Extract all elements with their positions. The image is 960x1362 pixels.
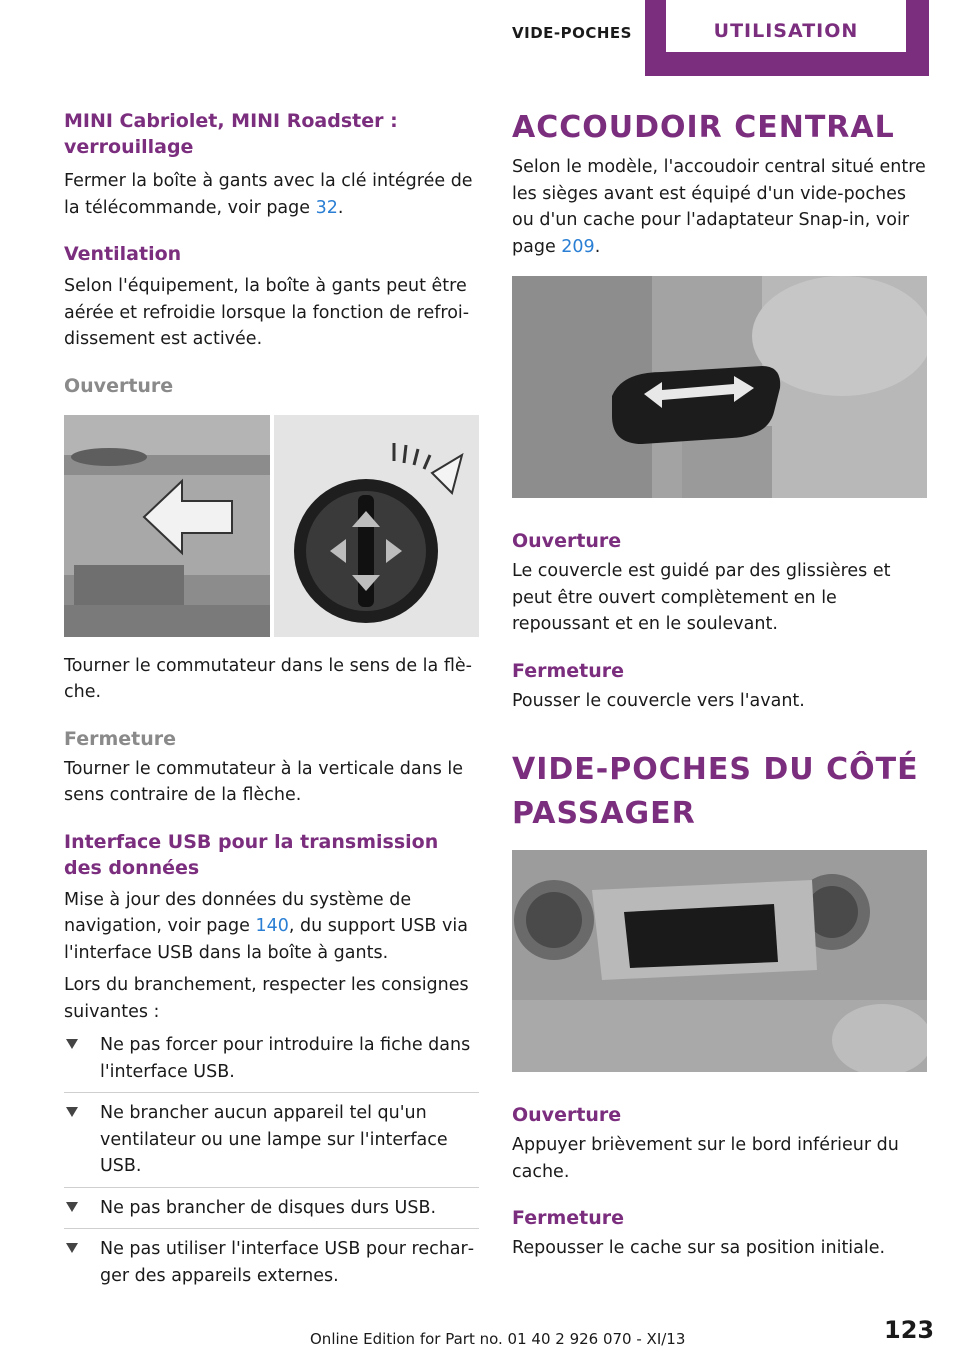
para-closing: Tourner le commutateur à la verticale dans le sens contraire de la flèche. (64, 758, 464, 805)
heading-usb: Interface USB pour la transmission des données (64, 830, 439, 879)
page-link-32[interactable]: 32 (315, 197, 338, 218)
page-link-140[interactable]: 140 (255, 916, 289, 936)
heading-armrest-opening: Ouverture (512, 530, 622, 552)
triangle-bullet-icon (66, 1202, 78, 1212)
page-link-209[interactable]: 209 (561, 236, 595, 257)
para-ventilation: Selon l'équipement, la boîte à gants peut être aérée et refroidie lorsque la fonction de refroidissement est activée. (64, 276, 470, 349)
edition-footer: Online Edition for Part no. 01 40 2 926 070 - XI/13 (310, 1330, 686, 1348)
heading-tray-opening: Ouverture (512, 1104, 622, 1126)
list-item: Ne pas forcer pour introduire la fiche dans l'interface USB. (64, 1025, 479, 1093)
para-usb-instructions: Lors du branchement, respecter les consignes suivantes : (64, 975, 469, 1022)
list-item: Ne pas utiliser l'interface USB pour recharger des appareils externes. (64, 1229, 479, 1296)
heading-opening: Ouverture (64, 374, 174, 397)
para-tray-closing: Repousser le cache sur sa position initiale. (512, 1238, 886, 1258)
section-title: VIDE-POCHES (512, 24, 632, 42)
para-locking: Fermer la boîte à gants avec la clé intégrée de la télécommande, voir page 32. (64, 171, 473, 218)
glovebox-illustration (64, 415, 479, 637)
heading-closing: Fermeture (64, 727, 177, 750)
para-usb-update: Mise à jour des données du système de navigation, voir page 140, du support USB via l'interface USB dans la boîte à gants. (64, 889, 468, 963)
glovebox-photo (64, 415, 270, 637)
armrest-photo (512, 276, 927, 498)
para-armrest: Selon le modèle, l'accoudoir central situé entre les sièges avant est équipé d'un vide-poches ou d'un cache pour l'adaptateur Snap-in, voir page 209. (512, 157, 926, 257)
usb-bullet-list (64, 1025, 479, 1296)
triangle-bullet-icon (66, 1107, 78, 1117)
list-item: Ne brancher aucun appareil tel qu'un ventilateur ou une lampe sur l'interface USB. (64, 1093, 479, 1188)
heading-cabriolet-locking: MINI Cabriolet, MINI Roadster : verrouillage (64, 110, 398, 158)
para-tray-opening: Appuyer brièvement sur le bord inférieur du cache. (512, 1135, 899, 1182)
triangle-bullet-icon (66, 1039, 78, 1049)
left-column (64, 108, 479, 1296)
para-turn-switch: Tourner le commutateur dans le sens de la flèche. (64, 655, 472, 702)
para-armrest-closing: Pousser le couvercle vers l'avant. (512, 690, 805, 711)
switch-drawing (274, 415, 479, 637)
heading-armrest-closing: Fermeture (512, 659, 625, 682)
triangle-bullet-icon (66, 1243, 78, 1253)
right-column (512, 108, 927, 1262)
passenger-tray-photo (512, 850, 927, 1072)
list-item: Ne pas brancher de disques durs USB. (64, 1188, 479, 1230)
page-number: 123 (884, 1316, 935, 1344)
heading-passenger-tray: VIDE-POCHES DU CÔTÉ PASSAGER (512, 752, 919, 831)
heading-tray-closing: Fermeture (512, 1207, 625, 1229)
heading-ventilation: Ventilation (64, 243, 182, 265)
heading-center-armrest: ACCOUDOIR CENTRAL (512, 110, 895, 145)
para-armrest-opening: Le couvercle est guidé par des glissières et peut être ouvert complètement en le repoussant et en le soulevant. (512, 561, 891, 634)
chapter-tab-label[interactable]: UTILISATION (713, 20, 859, 42)
